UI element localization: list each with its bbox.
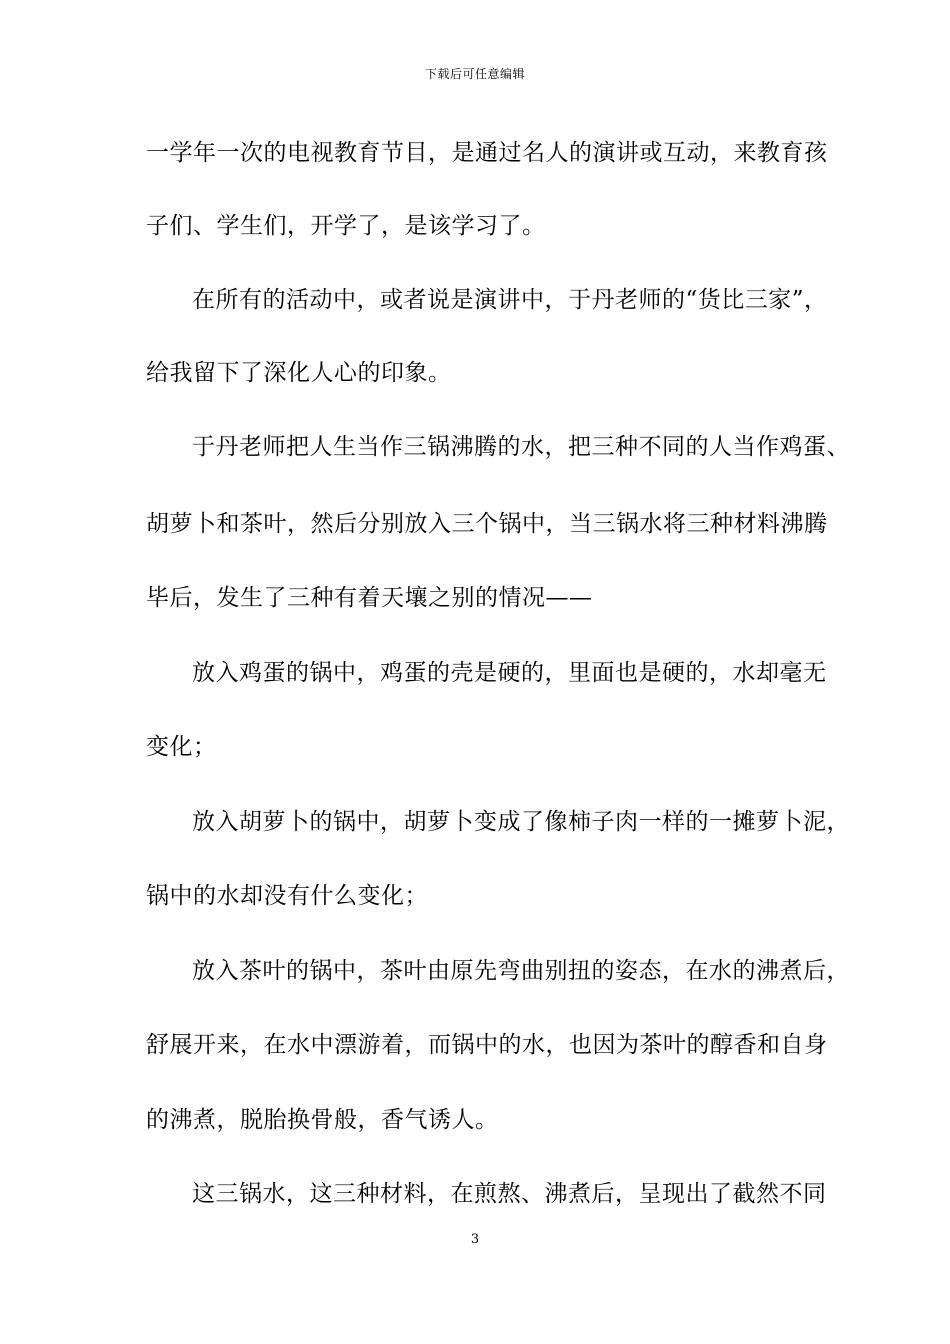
body-line: 毕后，发生了三种有着天壤之别的情况—— [146, 585, 593, 611]
body-line: 的沸煮，脱胎换骨般，香气诱人。 [146, 1107, 499, 1133]
body-line: 胡萝卜和茶叶，然后分别放入三个锅中，当三锅水将三种材料沸腾 [146, 511, 828, 537]
body-line: 一学年一次的电视教育节目，是通过名人的演讲或互动，来教育孩 [146, 140, 828, 166]
page-header: 下载后可任意编辑 [424, 67, 525, 81]
body-line: 放入胡萝卜的锅中，胡萝卜变成了像柿子肉一样的一摊萝卜泥， [192, 809, 850, 835]
body-line: 给我留下了深化人心的印象。 [146, 360, 452, 386]
body-line: 放入茶叶的锅中，茶叶由原先弯曲别扭的姿态，在水的沸煮后， [192, 958, 850, 984]
body-line: 变化； [146, 734, 217, 760]
body-line: 于丹老师把人生当作三锅沸腾的水，把三种不同的人当作鸡蛋、 [192, 434, 850, 460]
body-line: 子们、学生们，开学了，是该学习了。 [146, 213, 546, 239]
page-number: 3 [470, 1232, 480, 1247]
body-line: 在所有的活动中，或者说是演讲中，于丹老师的“货比三家”， [192, 287, 828, 313]
body-line: 这三锅水，这三种材料，在煎熬、沸煮后，呈现出了截然不同 [192, 1181, 827, 1207]
body-line: 舒展开来，在水中漂游着，而锅中的水，也因为茶叶的醇香和自身 [146, 1032, 828, 1058]
body-line: 锅中的水却没有什么变化； [146, 883, 428, 909]
body-line: 放入鸡蛋的锅中，鸡蛋的壳是硬的，里面也是硬的，水却毫无 [192, 660, 827, 686]
